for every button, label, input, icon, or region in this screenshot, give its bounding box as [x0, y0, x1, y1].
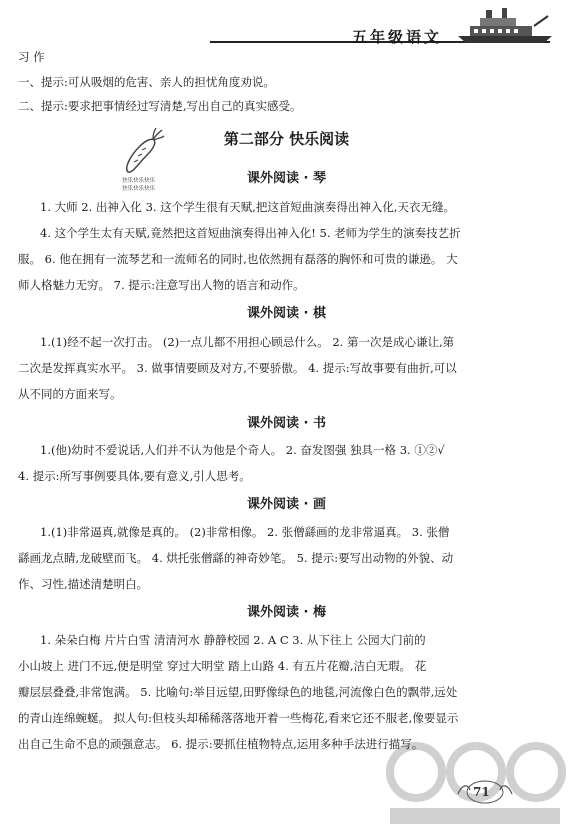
section-body — [18, 437, 554, 489]
intro-heading: 习 作 — [18, 50, 45, 64]
page-header — [0, 0, 573, 46]
text-line: 4. 提示:所写事例要具体,要有意义,引人思考。 — [18, 469, 251, 483]
text-line: 1.(1)经不起一次打击。 (2)一点儿都不用担心顾忌什么。 2. 第一次是成心谦让,第 — [40, 335, 455, 349]
part-title: 第二部分 快乐阅读 — [223, 130, 350, 148]
section-title: 课外阅读 · 书 — [247, 416, 326, 431]
intro-line: 二、提示:要求把事情经过写清楚,写出自己的真实感受。 — [18, 99, 302, 113]
text-line: 1.(他)幼时不爱说话,人们并不认为他是个奇人。 2. 奋发图强 独具一格 3. ①②√ — [40, 443, 445, 457]
text-line: 师人格魅力无穷。 7. 提示:注意写出人物的语言和动作。 — [18, 278, 305, 292]
header-title: 五年级语文 — [352, 28, 443, 46]
text-line: 小山坡上 进门不远,便是明堂 穿过大明堂 踏上山路 4. 有五片花瓣,洁白无瑕。 花 — [18, 659, 427, 673]
section-title: 课外阅读 · 梅 — [247, 605, 326, 620]
carrot-caption: 快乐快乐快乐 快乐快乐快乐 — [122, 178, 156, 192]
section-title: 课外阅读 · 琴 — [247, 171, 326, 186]
text-line: 服。 6. 他在拥有一流琴艺和一流师名的同时,也依然拥有磊落的胸怀和可贵的谦逊。 大 — [18, 252, 458, 266]
ship-icon — [456, 6, 556, 44]
section-body — [18, 329, 554, 407]
text-line: 4. 这个学生太有天赋,竟然把这首短曲演奏得出神入化! 5. 老师为学生的演奏技艺折 — [40, 226, 461, 240]
text-line: 二次是发挥真实水平。 3. 做事情要顾及对方,不要骄傲。 4. 提示:写故事要有曲折,可以 — [18, 361, 457, 375]
text-line: 出自己生命不息的顽强意志。 6. 提示:要抓住植物特点,运用多种手法进行描写。 — [18, 737, 424, 751]
text-line: 1.(1)非常逼真,就像是真的。 (2)非常相像。 2. 张僧繇画的龙非常逼真。 3. 张僧 — [40, 525, 450, 539]
text-line: 1. 朵朵白梅 片片白雪 清清河水 静静校园 2. A C 3. 从下往上 公园大门前的 — [40, 633, 426, 647]
intro-line: 一、提示:可从吸烟的危害、亲人的担忧角度劝说。 — [18, 75, 275, 89]
section-body — [18, 519, 554, 597]
text-line: 瓣层层叠叠,非常饱满。 5. 比喻句:举目远望,田野像绿色的地毯,河流像白色的飘带,远处 — [18, 685, 458, 699]
text-line: 作、习性,描述清楚明白。 — [18, 577, 149, 591]
intro-block — [18, 44, 554, 118]
text-line: 从不同的方面来写。 — [18, 387, 122, 401]
section-title: 课外阅读 · 棋 — [247, 306, 326, 321]
page-number: 71 — [473, 785, 490, 799]
section-body — [18, 194, 554, 298]
text-line: 繇画龙点睛,龙破壁而飞。 4. 烘托张僧繇的神奇妙笔。 5. 提示:要写出动物的外貌、动 — [18, 551, 454, 565]
text-line: 的青山连绵蜿蜒。 拟人句:但枝头却稀稀落落地开着一些梅花,看来它还不服老,像要显示 — [18, 711, 459, 725]
section-title: 课外阅读 · 画 — [247, 497, 326, 512]
text-line: 1. 大师 2. 出神入化 3. 这个学生很有天赋,把这首短曲演奏得出神入化,天衣无缝。 — [40, 200, 456, 214]
